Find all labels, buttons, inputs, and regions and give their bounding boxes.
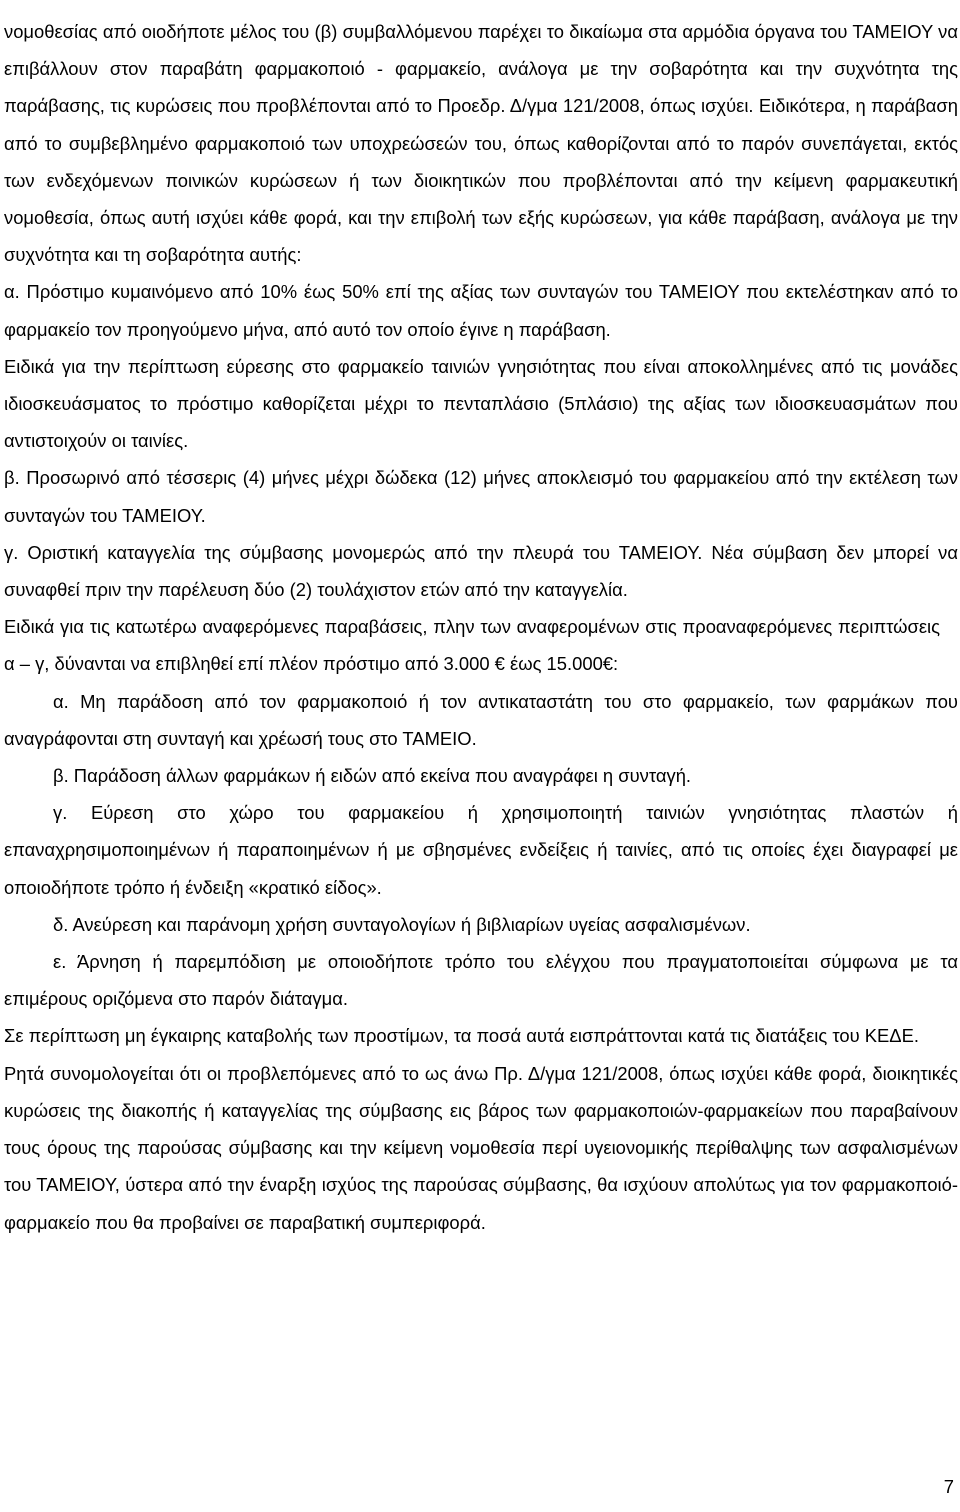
paragraph-violation-d: δ. Ανεύρεση και παράνομη χρήση συνταγολογίων ή βιβλιαρίων υγείας ασφαλισμένων. bbox=[53, 913, 751, 935]
document-body bbox=[4, 0, 958, 1241]
paragraph-authenticity-strips-fine: Ειδικά για την περίπτωση εύρεσης στο φαρμακείο ταινιών γνησιότητας που είναι αποκολλημένες από τις μονάδες ιδιοσκευάσματος το πρόστιμο καθορίζεται μέχρι το πενταπλάσιο (5πλάσιο) της αξίας των ιδιοσκευασμάτων που αντιστοιχούν οι ταινίες. bbox=[4, 355, 958, 452]
paragraph-sanction-c-termination: γ. Οριστική καταγγελία της σύμβασης μονομερώς από την πλευρά του ΤΑΜΕΙΟΥ. Νέα σύμβαση δεν μπορεί να συναφθεί πριν την παρέλευση δύο (2) τουλάχιστον ετών από την καταγγελία. bbox=[4, 541, 958, 601]
paragraph-fine-collection: Σε περίπτωση μη έγκαιρης καταβολής των προστίμων, τα ποσά αυτά εισπράττονται κατά τις διατάξεις του ΚΕΔΕ. bbox=[4, 1025, 919, 1047]
paragraph-violation-b: β. Παράδοση άλλων φαρμάκων ή ειδών από εκείνα που αναγράφει η συνταγή. bbox=[53, 765, 692, 787]
paragraph-sanction-b-exclusion: β. Προσωρινό από τέσσερις (4) μήνες μέχρι δώδεκα (12) μήνες αποκλεισμό του φαρμακείου από την εκτέλεση των συνταγών του ΤΑΜΕΙΟΥ. bbox=[4, 467, 958, 526]
paragraph-violation-c: γ. Εύρεση στο χώρο του φαρμακείου ή χρησιμοποιητή ταινιών γνησιότητας πλαστών ή επαναχρησιμοποιημένων ή παραποιημένων ή με σβησμένες ενδείξεις ή ταινίες, από τις οποίες έχει διαγραφεί με οποιοδήποτε τρόπο ή ένδειξη «κρατικό είδος». bbox=[4, 802, 958, 898]
paragraph-sanction-a-fine: α. Πρόστιμο κυμαινόμενο από 10% έως 50% επί της αξίας των συνταγών του ΤΑΜΕΙΟΥ που εκτελέστηκαν από το φαρμακείο τον προηγούμενο μήνα, από αυτό τον οποίο έγινε η παράβαση. bbox=[4, 281, 958, 340]
paragraph-explicit-agreement: Ρητά συνομολογείται ότι οι προβλεπόμενες από το ως άνω Πρ. Δ/γμα 121/2008, όπως ισχύει κάθε φορά, διοικητικές κυρώσεις της διακοπής ή καταγγελίας της σύμβασης εις βάρος των φαρμακοποιών-φαρμακείων που παραβαίνουν τους όρους της παρούσας σύμβασης και την κείμενη νομοθεσία περί υγειονομικής περίθαλψης των ασφαλισμένων του ΤΑΜΕΙΟΥ, ύστερα από την έναρξη ισχύος της παρούσας σύμβασης, θα ισχύουν απολύτως για τον φαρμακοποιό-φαρμακείο που θα προβαίνει σε παραβατική συμπεριφορά. bbox=[4, 1062, 958, 1233]
paragraph-sanctions-intro: νομοθεσίας από οιοδήποτε μέλος του (β) συμβαλλόμενου παρέχει το δικαίωμα στα αρμόδια όργανα του ΤΑΜΕΙΟΥ να επιβάλλουν στον παραβάτη φαρμακοποιό - φαρμακείο, ανάλογα με την σοβαρότητα και την συχνότητα της παράβασης, τις κυρώσεις που προβλέπονται από το Προεδρ. Δ/γμα 121/2008, όπως ισχύει. Ειδικότερα, η παράβαση από το συμβεβλημένο φαρμακοποιό των υποχρεώσεών του, όπως καθορίζονται από το παρόν συνεπάγεται, εκτός των ενδεχόμενων ποινικών κυρώσεων ή των διοικητικών που προβλέπονται από την κείμενη φαρμακευτική νομοθεσία, όπως αυτή ισχύει κάθε φορά, και την επιβολή των εξής κυρώσεων, για κάθε παράβαση, ανάλογα με την συχνότητα και τη σοβαρότητα αυτής: bbox=[4, 21, 958, 266]
paragraph-additional-fine: Ειδικά για τις κατωτέρω αναφερόμενες παραβάσεις, πλην των αναφερομένων στις προαναφερόμενες περιπτώσεις α – γ, δύνανται να επιβληθεί επί πλέον πρόστιμο από 3.000 € έως 15.000€: bbox=[4, 616, 940, 675]
paragraph-violation-e: ε. Άρνηση ή παρεμπόδιση με οποιοδήποτε τρόπο του ελέγχου που πραγματοποιείται σύμφωνα με τα επιμέρους οριζόμενα στο παρόν διάταγμα. bbox=[4, 951, 958, 1010]
page-number: 7 bbox=[943, 1476, 954, 1497]
paragraph-violation-a: α. Μη παράδοση από τον φαρμακοποιό ή τον αντικαταστάτη του στο φαρμακείο, των φαρμάκων που αναγράφονται στη συνταγή και χρέωσή τους στο ΤΑΜΕΙΟ. bbox=[4, 690, 958, 749]
